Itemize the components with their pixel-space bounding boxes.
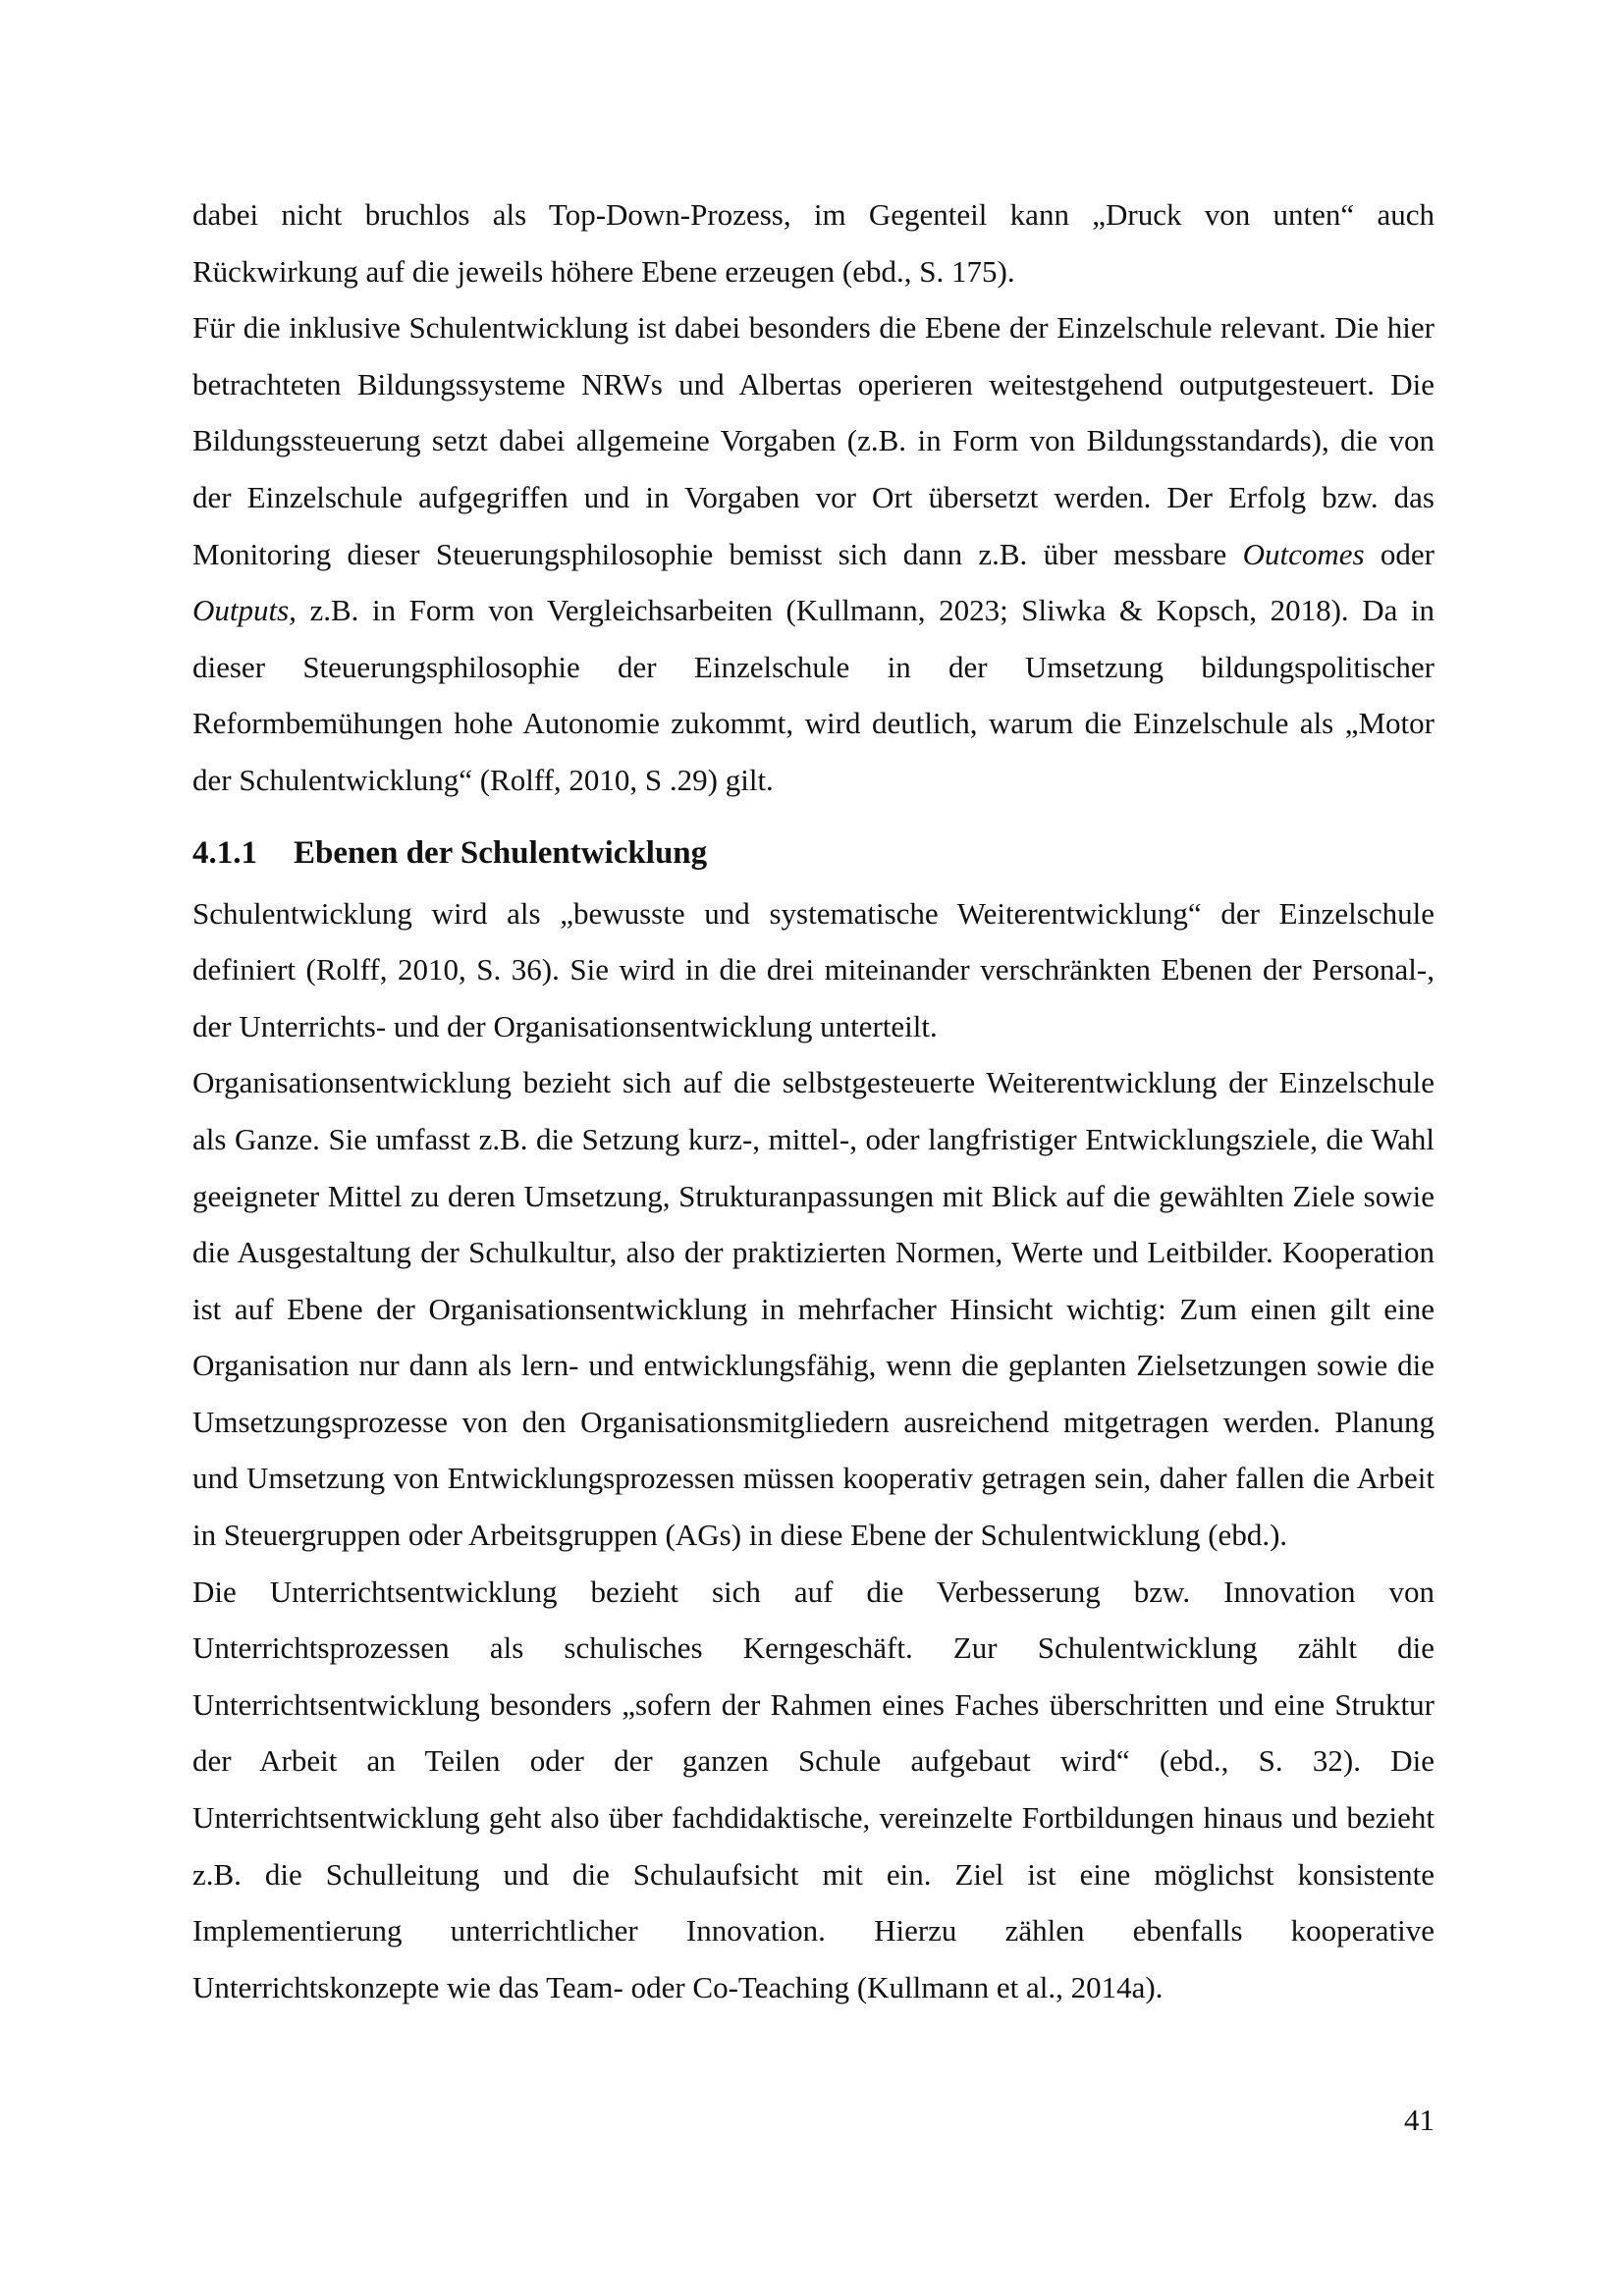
section-number: 4.1.1 (192, 834, 257, 871)
section-title: Ebenen der Schulentwicklung (294, 834, 708, 871)
italic-term-outcomes: Outcomes (1242, 536, 1365, 571)
paragraph-organisation: Organisationsentwicklung bezieht sich auf die selbstgesteuerte Weiterentwicklung der Einzelschule als Ganze. Sie umfasst z.B. die Setzung kurz-, mittel-, oder langfristiger Entwicklungsziele, die Wahl geeigneter Mittel zu deren Umsetzung, Strukturanpassungen mit Blick auf die gewählten Ziele sowie die Ausgestaltung der Schulkultur, also der praktizierten Normen, Werte und Leitbilder. Kooperation ist auf Ebene der Organisationsentwicklung in mehrfacher Hinsicht wichtig: Zum einen gilt eine Organisation nur dann als lern- und entwicklungsfähig, wenn die geplanten Zielsetzungen sowie die Umsetzungsprozesse von den Organisationsmitgliedern ausreichend mitgetragen werden. Planung und Umsetzung von Entwicklungsprozessen müssen kooperativ getragen sein, daher fallen die Arbeit in Steuergruppen oder Arbeitsgruppen (AGs) in diese Ebene der Schulentwicklung (ebd.). (192, 1065, 1435, 1553)
section-heading (192, 809, 1435, 885)
paragraph-instruction: Die Unterrichtsentwicklung bezieht sich auf die Verbesserung bzw. Innovation von Unterrichtsprozessen als schulisches Kerngeschäft. Zur Schulentwicklung zählt die Unterrichtsentwicklung besonders „sofern der Rahmen eines Faches überschritten und eine Struktur der Arbeit an Teilen oder der ganzen Schule aufgebaut wird“ (ebd., S. 32). Die Unterrichtsentwicklung geht also über fachdidaktische, vereinzelte Fortbildungen hinaus und bezieht z.B. die Schulleitung und die Schulaufsicht mit ein. Ziel ist eine möglichst konsistente Implementierung unterrichtlicher Innovation. Hierzu zählen ebenfalls kooperative Unterrichtskonzepte wie das Team- oder Co-Teaching (Kullmann et al., 2014a). (192, 1574, 1435, 2004)
page-number: 41 (1404, 2103, 1435, 2137)
body-text (192, 187, 1435, 2015)
italic-term-outputs: Outputs, (192, 593, 297, 628)
word-oder: oder (1364, 536, 1435, 571)
paragraph-single-school (192, 299, 1435, 808)
paragraph-single-school-start: Für die inklusive Schulentwicklung ist dabei besonders die Ebene der Einzelschule relevant. Die hier betrachteten Bildungssysteme NRWs und Albertas operieren weitestgehend outputgesteuert. Die Bildungssteuerung setzt dabei allgemeine Vorgaben (z.B. in Form von Bildungsstandards), die von der Einzelschule aufgegriffen und in Vorgaben vor Ort übersetzt werden. Der Erfolg bzw. das Monitoring dieser Steuerungsphilosophie bemisst sich dann z.B. über messbare (192, 310, 1435, 571)
paragraph-definition: Schulentwicklung wird als „bewusste und systematische Weiterentwicklung“ der Einzelschule definiert (Rolff, 2010, S. 36). Sie wird in die drei miteinander verschränkten Ebenen der Personal-, der Unterrichts- und der Organisationsentwicklung unterteilt. (192, 895, 1435, 1043)
paragraph-single-school-end: z.B. in Form von Vergleichsarbeiten (Kullmann, 2023; Sliwka & Kopsch, 2018). Da in dieser Steuerungsphilosophie der Einzelschule in der Umsetzung bildungspolitischer Reformbemühungen hohe Autonomie zukommt, wird deutlich, warum die Einzelschule als „Motor der Schulentwicklung“ (Rolff, 2010, S .29) gilt. (192, 593, 1435, 797)
paragraph-continuation: dabei nicht bruchlos als Top-Down-Prozess, im Gegenteil kann „Druck von unten“ auch Rückwirkung auf die jeweils höhere Ebene erzeugen (ebd., S. 175). (192, 197, 1435, 289)
